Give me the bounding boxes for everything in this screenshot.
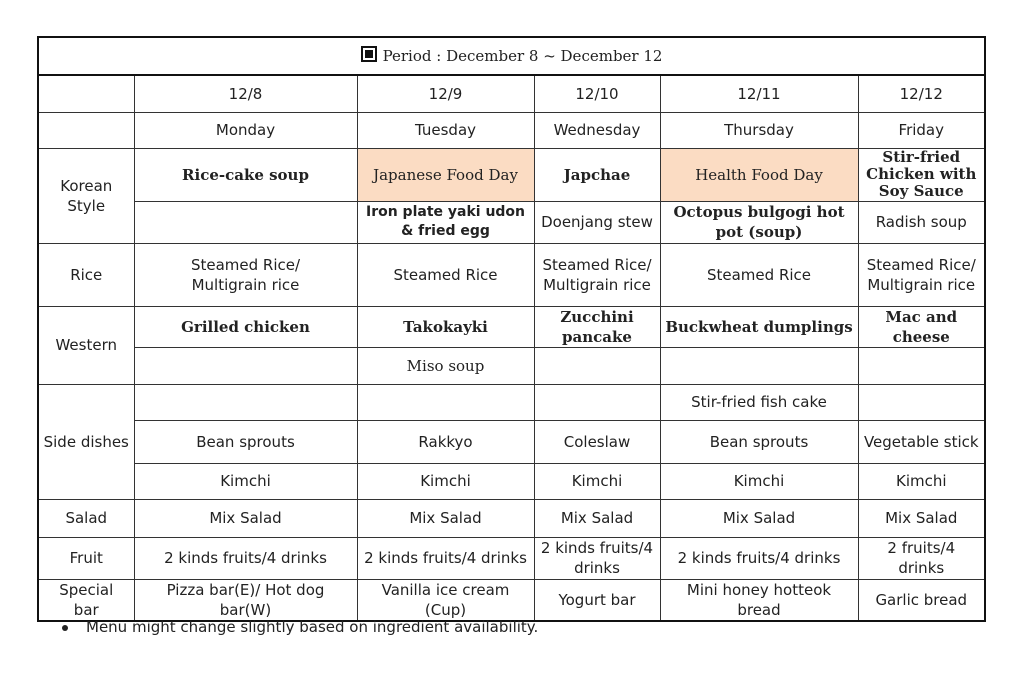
side-row-1 xyxy=(38,384,985,420)
menu-item: 2 fruits/4 drinks xyxy=(858,537,985,579)
empty-cell xyxy=(858,347,985,384)
menu-item: Doenjang stew xyxy=(534,201,660,243)
menu-item: Steamed Rice/ Multigrain rice xyxy=(134,243,357,306)
menu-item: Iron plate yaki udon & fried egg xyxy=(357,201,534,243)
theme-day-cell: Japanese Food Day xyxy=(357,148,534,201)
menu-item: Kimchi xyxy=(134,463,357,499)
corner-cell xyxy=(38,75,134,112)
weekly-menu-table xyxy=(37,36,986,622)
western-row-2 xyxy=(38,347,985,384)
fruit-row xyxy=(38,537,985,579)
date-cell: 12/8 xyxy=(134,75,357,112)
salad-row xyxy=(38,499,985,537)
menu-item: 2 kinds fruits/4 drinks xyxy=(357,537,534,579)
square-bullet-icon xyxy=(361,46,377,62)
menu-item: Mix Salad xyxy=(134,499,357,537)
menu-item: 2 kinds fruits/4 drinks xyxy=(134,537,357,579)
menu-item: Vanilla ice cream (Cup) xyxy=(357,579,534,621)
empty-cell xyxy=(134,201,357,243)
category-fruit: Fruit xyxy=(38,537,134,579)
weekday-row xyxy=(38,112,985,148)
menu-item: Steamed Rice xyxy=(660,243,858,306)
menu-item: Takokayki xyxy=(357,306,534,347)
menu-item: Steamed Rice/ Multigrain rice xyxy=(534,243,660,306)
menu-item: Bean sprouts xyxy=(660,420,858,463)
menu-item: Garlic bread xyxy=(858,579,985,621)
menu-item: Yogurt bar xyxy=(534,579,660,621)
menu-item: Kimchi xyxy=(858,463,985,499)
menu-item: Coleslaw xyxy=(534,420,660,463)
weekday-cell: Thursday xyxy=(660,112,858,148)
menu-item: Bean sprouts xyxy=(134,420,357,463)
empty-cell xyxy=(134,347,357,384)
menu-item: Kimchi xyxy=(357,463,534,499)
menu-item: Mix Salad xyxy=(357,499,534,537)
theme-day-cell: Health Food Day xyxy=(660,148,858,201)
menu-item: Mix Salad xyxy=(858,499,985,537)
empty-cell xyxy=(534,384,660,420)
side-row-2 xyxy=(38,420,985,463)
date-cell: 12/9 xyxy=(357,75,534,112)
korean-row-1 xyxy=(38,148,985,201)
menu-item: Radish soup xyxy=(858,201,985,243)
menu-item: Pizza bar(E)/ Hot dog bar(W) xyxy=(134,579,357,621)
menu-item: Stir-fried fish cake xyxy=(660,384,858,420)
rice-row xyxy=(38,243,985,306)
weekday-cell: Monday xyxy=(134,112,357,148)
date-cell: 12/10 xyxy=(534,75,660,112)
category-rice: Rice xyxy=(38,243,134,306)
menu-item: Japchae xyxy=(534,148,660,201)
western-row-1 xyxy=(38,306,985,347)
menu-item: Mix Salad xyxy=(660,499,858,537)
weekday-cell: Wednesday xyxy=(534,112,660,148)
empty-cell xyxy=(858,384,985,420)
menu-item: Grilled chicken xyxy=(134,306,357,347)
category-side-dishes: Side dishes xyxy=(38,384,134,499)
bullet-icon xyxy=(62,625,68,631)
menu-item: Buckwheat dumplings xyxy=(660,306,858,347)
menu-item: Mac and cheese xyxy=(858,306,985,347)
menu-item: Vegetable stick xyxy=(858,420,985,463)
menu-item: Rakkyo xyxy=(357,420,534,463)
korean-row-2 xyxy=(38,201,985,243)
availability-note xyxy=(62,618,538,636)
menu-item: 2 kinds fruits/4 drinks xyxy=(534,537,660,579)
menu-item: Kimchi xyxy=(534,463,660,499)
empty-cell xyxy=(134,384,357,420)
period-text: Period : December 8 ~ December 12 xyxy=(382,47,663,65)
side-row-3 xyxy=(38,463,985,499)
menu-item: 2 kinds fruits/4 drinks xyxy=(660,537,858,579)
menu-item: Octopus bulgogi hot pot (soup) xyxy=(660,201,858,243)
date-cell: 12/11 xyxy=(660,75,858,112)
date-cell: 12/12 xyxy=(858,75,985,112)
menu-item: Rice-cake soup xyxy=(134,148,357,201)
corner-cell xyxy=(38,112,134,148)
category-korean-style: Korean Style xyxy=(38,148,134,243)
empty-cell xyxy=(660,347,858,384)
menu-period-title xyxy=(38,37,985,75)
menu-item: Kimchi xyxy=(660,463,858,499)
category-salad: Salad xyxy=(38,499,134,537)
menu-item: Mini honey hotteok bread xyxy=(660,579,858,621)
menu-item: Stir-fried Chicken with Soy Sauce xyxy=(858,148,985,201)
special-row xyxy=(38,579,985,621)
category-special-bar: Special bar xyxy=(38,579,134,621)
menu-item: Mix Salad xyxy=(534,499,660,537)
empty-cell xyxy=(357,384,534,420)
empty-cell xyxy=(534,347,660,384)
menu-item: Zucchini pancake xyxy=(534,306,660,347)
note-text: Menu might change slightly based on ingredient availability. xyxy=(86,618,539,636)
date-row xyxy=(38,75,985,112)
weekday-cell: Friday xyxy=(858,112,985,148)
menu-item: Steamed Rice/ Multigrain rice xyxy=(858,243,985,306)
menu-item: Miso soup xyxy=(357,347,534,384)
category-western: Western xyxy=(38,306,134,384)
menu-item: Steamed Rice xyxy=(357,243,534,306)
weekday-cell: Tuesday xyxy=(357,112,534,148)
